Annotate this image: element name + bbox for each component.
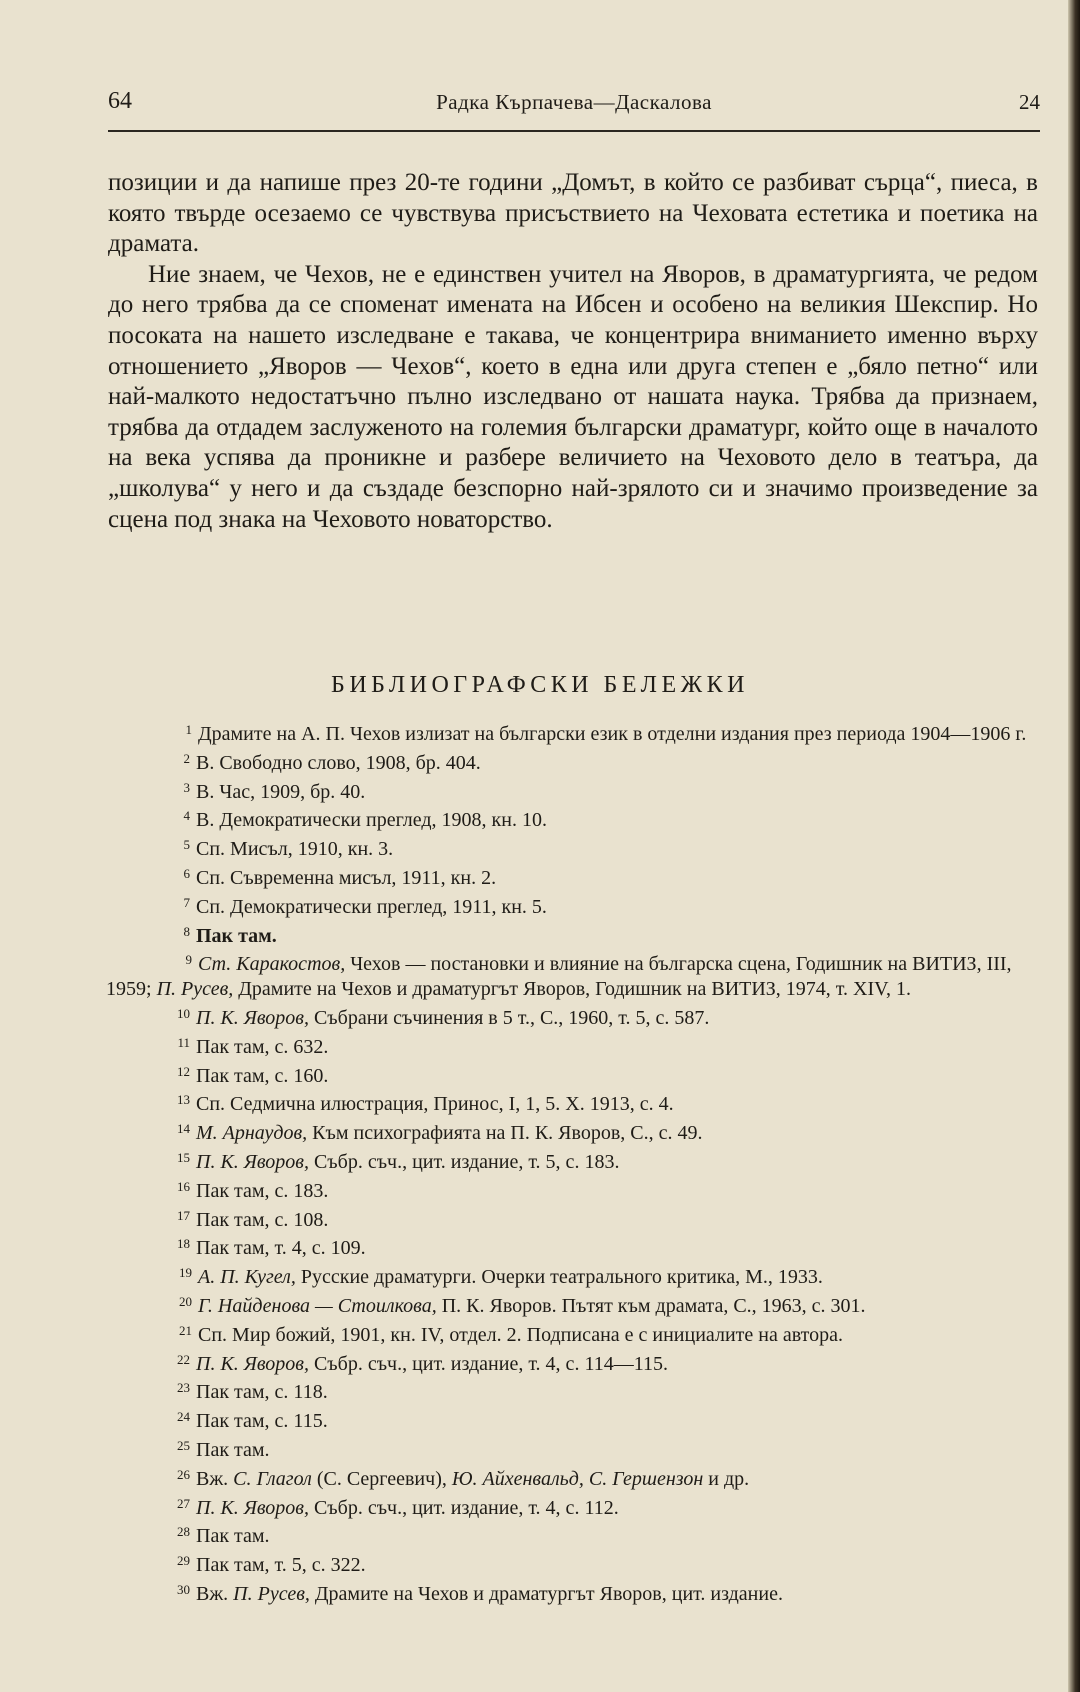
note-number: 6: [183, 865, 190, 881]
note-number: 4: [183, 808, 190, 824]
bibliography-note: [106, 1319, 1038, 1348]
note-number: 11: [177, 1034, 190, 1050]
header-rule: [108, 130, 1040, 132]
bibliography-note: [106, 948, 1038, 1002]
note-text: М. Арнаудов,: [196, 1122, 308, 1145]
note-number: 3: [183, 779, 190, 795]
note-text: Пак там, с. 160.: [196, 1064, 329, 1087]
note-number: 29: [177, 1553, 190, 1569]
page-number: 64: [108, 88, 132, 114]
bibliography-note: [106, 1002, 1038, 1031]
note-text: Събрани съчинения в 5 т., С., 1960, т. 5, с. 587.: [308, 1006, 710, 1029]
note-number: 9: [185, 952, 192, 968]
note-text: Ю. Айхенвальд, С. Гершензон: [451, 1467, 704, 1490]
bibliography-note: [106, 1060, 1038, 1089]
note-text: Вж.: [196, 1467, 234, 1490]
note-text: Русские драматурги. Очерки театрального критика, М., 1933.: [295, 1266, 823, 1289]
note-number: 15: [177, 1149, 190, 1165]
note-number: 18: [177, 1236, 190, 1252]
note-number: 22: [177, 1351, 190, 1367]
bibliography-note: [106, 1520, 1038, 1549]
bibliography-note: [106, 1348, 1038, 1377]
note-text: Чехов — постановки и влияние на българска сцена, Годишник на ВИТИЗ, III, 1959;: [106, 953, 1012, 1001]
bibliography-note: [106, 833, 1038, 862]
note-text: Към психографията на П. К. Яворов, С., с. 49.: [307, 1122, 703, 1145]
bibliography-note: [106, 862, 1038, 891]
note-text: Сп. Мир божий, 1901, кн. IV, отдел. 2. Подписана е с инициалите на автора.: [198, 1323, 844, 1346]
note-text: П. К. Яворов,: [196, 1496, 309, 1519]
note-number: 25: [177, 1437, 190, 1453]
note-number: 23: [177, 1380, 190, 1396]
note-number: 5: [183, 837, 190, 853]
body-text: [108, 168, 1038, 535]
note-number: 21: [179, 1322, 192, 1338]
note-text: П. Русев,: [233, 1582, 310, 1605]
bibliography-note: [106, 1232, 1038, 1261]
note-number: 7: [183, 894, 190, 910]
page-edge-shadow: [1068, 0, 1080, 1692]
note-number: 26: [177, 1466, 190, 1482]
note-number: 14: [177, 1121, 190, 1137]
note-number: 16: [177, 1178, 190, 1194]
note-text: Сп. Съвременна мисъл, 1911, кн. 2.: [196, 866, 497, 889]
note-number: 2: [183, 750, 190, 766]
bibliography-note: [106, 1578, 1038, 1607]
note-text: Пак там, с. 108.: [196, 1208, 329, 1231]
note-text: Г. Найденова — Стоилкова,: [198, 1294, 437, 1317]
bibliography-note: [106, 1434, 1038, 1463]
bibliography-note: [106, 1175, 1038, 1204]
bibliography-note: [106, 920, 1038, 949]
note-number: 17: [177, 1207, 190, 1223]
bibliography-note: [106, 1376, 1038, 1405]
note-number: 30: [177, 1581, 190, 1597]
note-text: Вж.: [196, 1582, 234, 1605]
note-text: Пак там, т. 5, с. 322.: [196, 1554, 366, 1577]
issue-number: 24: [1019, 90, 1040, 114]
bibliography-notes: [106, 718, 1038, 1607]
note-text: В. Свободно слово, 1908, бр. 404.: [196, 751, 481, 774]
note-number: 19: [179, 1265, 192, 1281]
note-text: Събр. съч., цит. издание, т. 4, с. 112.: [308, 1496, 619, 1519]
note-number: 24: [177, 1409, 190, 1425]
note-text: В. Демократически преглед, 1908, кн. 10.: [196, 809, 547, 832]
note-text: Пак там.: [196, 1525, 270, 1548]
note-text: П. К. Яворов,: [196, 1006, 309, 1029]
note-text: П. К. Яворов,: [196, 1352, 309, 1375]
note-text: Пак там, т. 4, с. 109.: [196, 1237, 366, 1260]
note-text: Драмите на А. П. Чехов излизат на български език в отделни издания през периода 1904—1906 г.: [198, 723, 1027, 745]
note-number: 20: [179, 1293, 192, 1309]
note-number: 10: [177, 1005, 190, 1021]
note-text: А. П. Кугел,: [198, 1266, 296, 1289]
note-number: 28: [177, 1524, 190, 1540]
bibliography-note: [106, 1492, 1038, 1521]
note-text: Пак там.: [196, 1438, 270, 1461]
note-number: 8: [183, 923, 190, 939]
note-number: 27: [177, 1495, 190, 1511]
bibliography-note: [106, 891, 1038, 920]
note-text: и др.: [703, 1467, 750, 1490]
note-text: В. Час, 1909, бр. 40.: [196, 780, 366, 803]
bibliography-note: [106, 1204, 1038, 1233]
body-paragraph: Ние знаем, че Чехов, не е единствен учител на Яворов, в драматургията, че редом до него трябва да се споменат имената на Ибсен и особено на великия Шекспир. Но посоката на нашето изследване е такава, че концентрира вниманието именно върху отношението „Яворов — Чехов“, което в една или друга степен е „бяло петно“ или най-малкото недостатъчно пълно изследвано от нашата наука. Трябва да признаем, трябва да отдадем заслуженото на големия български драматург, който още в началото на века успява да проникне и разбере величието на Чеховото дело в театъра, да „школува“ у него и да създаде безспорно най-зрялото си и значимо произведение за сцена под знака на Чеховото новаторство.: [108, 260, 1038, 533]
note-text: Сп. Демократически преглед, 1911, кн. 5.: [196, 895, 547, 918]
bibliography-note: [106, 1031, 1038, 1060]
note-text: Драмите на Чехов и драматургът Яворов, Годишник на ВИТИЗ, 1974, т. XIV, 1.: [233, 978, 912, 1001]
note-number: 1: [185, 722, 192, 737]
bibliography-note: [106, 776, 1038, 805]
bibliography-note: [106, 804, 1038, 833]
running-header: [108, 86, 1040, 126]
note-text: (С. Сергеевич),: [311, 1467, 452, 1490]
bibliography-note: [106, 747, 1038, 776]
note-text: Ст. Каракостов,: [198, 953, 346, 976]
note-text: П. Русев,: [156, 978, 234, 1001]
body-paragraph: позиции и да напише през 20-те години „Домът, в който се разбиват сърца“, пиеса, в която твърде осезаемо се чувствува присъствието на Чеховата естетика и поетика на драмата.: [108, 169, 1038, 258]
note-number: 13: [177, 1092, 190, 1108]
bibliography-note: [106, 718, 1038, 747]
bibliography-note: [106, 1549, 1038, 1578]
running-title: Радка Кърпачева—Даскалова: [436, 90, 712, 114]
note-text: Пак там, с. 118.: [196, 1381, 328, 1404]
bibliography-note: [106, 1261, 1038, 1290]
note-text: Пак там.: [196, 924, 277, 947]
note-text: П. К. Яворов. Пътят към драмата, С., 1963, с. 301.: [436, 1294, 866, 1317]
note-text: Събр. съч., цит. издание, т. 4, с. 114—115.: [308, 1352, 668, 1375]
note-text: Пак там, с. 632.: [196, 1035, 329, 1058]
note-text: П. К. Яворов,: [196, 1150, 309, 1173]
bibliography-note: [106, 1405, 1038, 1434]
note-text: Сп. Седмична илюстрация, Принос, I, 1, 5. X. 1913, с. 4.: [196, 1093, 674, 1116]
bibliography-note: [106, 1088, 1038, 1117]
bibliography-note: [106, 1463, 1038, 1492]
note-text: Сп. Мисъл, 1910, кн. 3.: [196, 838, 394, 861]
bibliography-note: [106, 1146, 1038, 1175]
bibliography-heading: БИБЛИОГРАФСКИ БЕЛЕЖКИ: [331, 672, 749, 698]
note-text: С. Глагол: [233, 1467, 312, 1490]
bibliography-note: [106, 1117, 1038, 1146]
note-number: 12: [177, 1063, 190, 1079]
bibliography-note: [106, 1290, 1038, 1319]
note-text: Пак там, с. 115.: [196, 1410, 328, 1433]
note-text: Драмите на Чехов и драматургът Яворов, цит. издание.: [309, 1582, 783, 1605]
note-text: Събр. съч., цит. издание, т. 5, с. 183.: [308, 1150, 620, 1173]
note-text: Пак там, с. 183.: [196, 1179, 329, 1202]
